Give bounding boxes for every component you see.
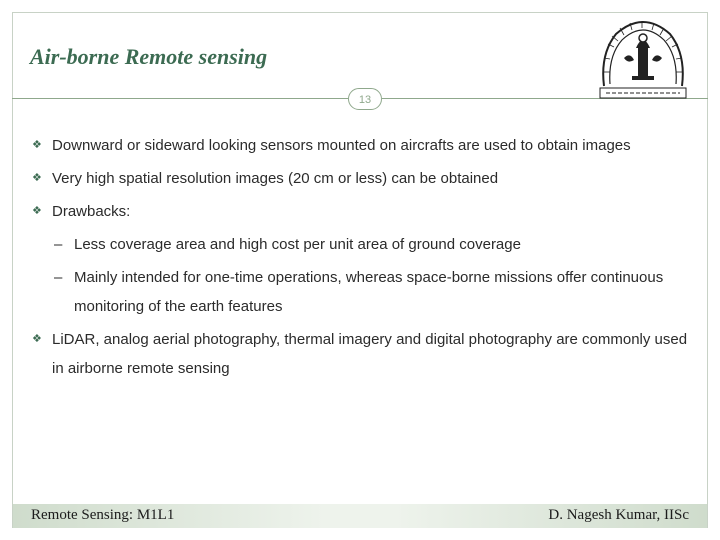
title-rule-left bbox=[12, 98, 348, 99]
slide-title: Air-borne Remote sensing bbox=[30, 44, 268, 69]
bullet-marker-icon: ❖ bbox=[32, 139, 42, 151]
bullet-marker-icon: ❖ bbox=[32, 205, 42, 217]
bullet-text: Very high spatial resolution images (20 cm or less) can be obtained bbox=[52, 170, 499, 187]
slide-footer bbox=[13, 504, 707, 528]
bullet-item bbox=[30, 131, 690, 160]
bullet-list bbox=[30, 131, 690, 383]
page-number: 13 bbox=[348, 88, 382, 110]
footer-course-label: Remote Sensing: M1L1 bbox=[31, 507, 175, 523]
bullet-text: LiDAR, analog aerial photography, thermal imagery and digital photography are commonly used in airborne remote sensing bbox=[52, 331, 688, 377]
sub-bullet-text: Less coverage area and high cost per unit area of ground coverage bbox=[74, 236, 521, 253]
bullet-marker-icon: ❖ bbox=[32, 333, 42, 345]
footer-author-label: D. Nagesh Kumar, IISc bbox=[548, 507, 689, 523]
bullet-text: Drawbacks: bbox=[52, 203, 131, 220]
bullet-text: Downward or sideward looking sensors mounted on aircrafts are used to obtain images bbox=[52, 137, 631, 154]
sub-bullet-marker: – bbox=[54, 269, 63, 286]
bullet-marker-icon: ❖ bbox=[32, 172, 42, 184]
bullet-item bbox=[30, 325, 690, 383]
institute-emblem-icon bbox=[596, 14, 690, 102]
sub-bullet-item bbox=[30, 263, 690, 321]
sub-bullet-marker: – bbox=[54, 236, 63, 253]
bullet-item bbox=[30, 197, 690, 226]
sub-bullet-item bbox=[30, 230, 690, 259]
sub-bullet-text: Mainly intended for one-time operations, whereas space-borne missions offer continuous monitoring of the earth features bbox=[74, 269, 664, 315]
bullet-item bbox=[30, 164, 690, 193]
